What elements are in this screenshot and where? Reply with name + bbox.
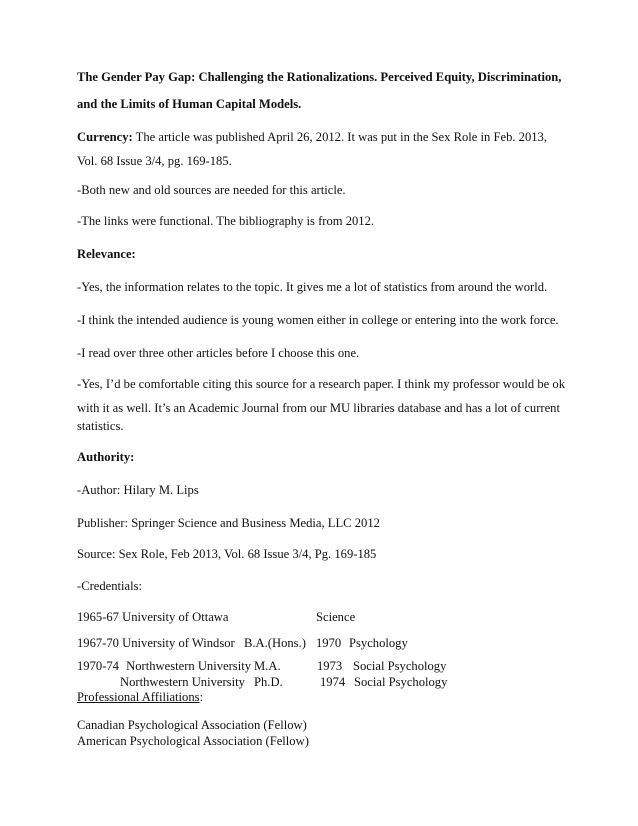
credentials-label: -Credentials:	[77, 579, 143, 593]
relevance-paragraph-1: -Yes, the information relates to the topic. It gives me a lot of statistics from around the world.	[77, 280, 548, 294]
education-school: Northwestern University	[120, 675, 245, 689]
currency-line-1	[77, 129, 547, 145]
source-line: Source: Sex Role, Feb 2013, Vol. 68 Issue 3/4, Pg. 169-185	[77, 547, 377, 561]
education-field: Science	[316, 610, 356, 624]
authority-label: Authority:	[77, 450, 135, 464]
relevance-paragraph-4-line-1: -Yes, I’d be comfortable citing this source for a research paper. I think my professor would be ok	[77, 377, 565, 391]
education-field: Social Psychology	[354, 675, 448, 689]
education-degree: Ph.D.	[254, 675, 283, 689]
education-row	[77, 658, 251, 674]
author-line: -Author: Hilary M. Lips	[77, 483, 199, 497]
education-years: 1965-67	[77, 610, 119, 624]
currency-line-2: Vol. 68 Issue 3/4, pg. 169-185.	[77, 154, 232, 168]
relevance-paragraph-2: -I think the intended audience is young women either in college or entering into the work force.	[77, 313, 559, 327]
education-years: 1967-70	[77, 636, 119, 650]
education-year: 1970	[316, 636, 342, 650]
relevance-paragraph-4-line-3: statistics.	[77, 419, 124, 433]
education-degree: B.A.(Hons.)	[244, 636, 306, 650]
education-school: Northwestern University	[126, 659, 252, 673]
education-year: 1974	[320, 675, 346, 689]
affiliations-heading	[77, 689, 203, 705]
education-row	[77, 609, 228, 625]
currency-paragraph-2: -The links were functional. The bibliography is from 2012.	[77, 214, 375, 228]
relevance-paragraph-3: -I read over three other articles before I choose this one.	[77, 346, 360, 360]
affiliations-colon: :	[199, 690, 204, 704]
publisher-line: Publisher: Springer Science and Business Media, LLC 2012	[77, 516, 380, 530]
relevance-paragraph-4-line-2: with it as well. It’s an Academic Journal from our MU libraries database and has a lot of current	[77, 401, 560, 415]
education-school: University of Windsor	[122, 636, 235, 650]
affiliation-item: Canadian Psychological Association (Fellow)	[77, 718, 307, 732]
currency-text-1: The article was published April 26, 2012. It was put in the Sex Role in Feb. 2013,	[132, 130, 547, 144]
education-field: Social Psychology	[353, 659, 447, 673]
education-field: Psychology	[349, 636, 408, 650]
title-line-1: The Gender Pay Gap: Challenging the Rationalizations. Perceived Equity, Discrimination,	[77, 70, 562, 84]
education-year: 1973	[317, 659, 343, 673]
education-degree: M.A.	[254, 659, 281, 673]
currency-label: Currency:	[77, 130, 133, 144]
currency-paragraph-1: -Both new and old sources are needed for this article.	[77, 183, 346, 197]
education-row	[77, 635, 235, 651]
education-school: University of Ottawa	[122, 610, 229, 624]
education-years: 1970-74	[77, 659, 119, 673]
affiliation-item: American Psychological Association (Fellow)	[77, 734, 309, 748]
title-line-2: and the Limits of Human Capital Models.	[77, 97, 302, 111]
relevance-label: Relevance:	[77, 247, 136, 261]
affiliations-label: Professional Affiliations	[77, 690, 200, 704]
